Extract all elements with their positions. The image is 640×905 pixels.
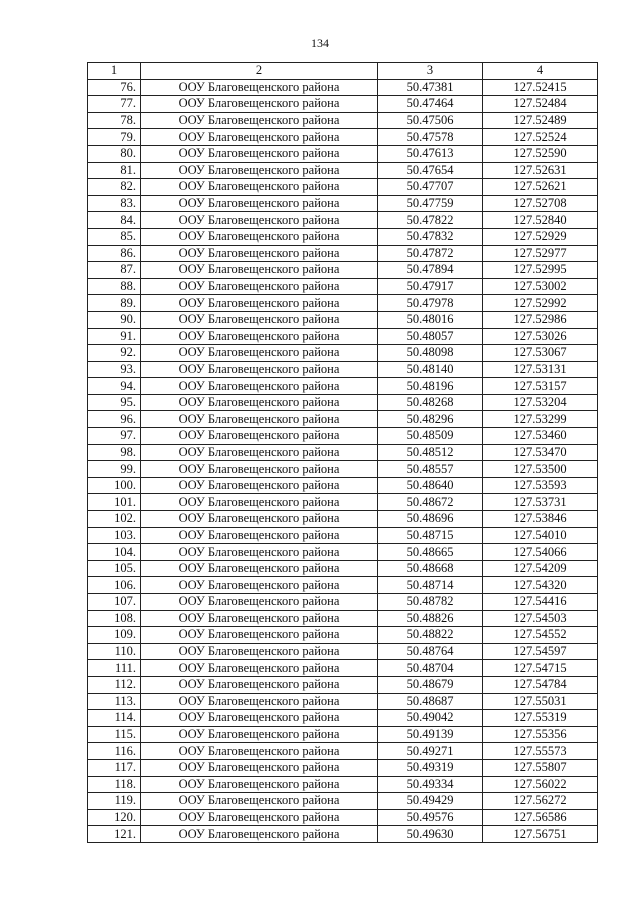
table-row [88, 411, 598, 428]
row-organization: ООУ Благовещенского района [141, 477, 378, 494]
table-row [88, 577, 598, 594]
row-organization: ООУ Благовещенского района [141, 577, 378, 594]
row-latitude: 50.47654 [378, 162, 483, 179]
row-latitude: 50.49319 [378, 759, 483, 776]
row-latitude: 50.48098 [378, 345, 483, 362]
row-longitude: 127.53067 [483, 345, 598, 362]
header-col-4: 4 [483, 63, 598, 80]
table-row [88, 278, 598, 295]
row-longitude: 127.53731 [483, 494, 598, 511]
row-number: 110. [88, 643, 141, 660]
table-row [88, 328, 598, 345]
row-organization: ООУ Благовещенского района [141, 162, 378, 179]
row-latitude: 50.48822 [378, 627, 483, 644]
table-row [88, 311, 598, 328]
row-organization: ООУ Благовещенского района [141, 660, 378, 677]
row-number: 76. [88, 79, 141, 96]
row-longitude: 127.53460 [483, 428, 598, 445]
row-number: 118. [88, 776, 141, 793]
row-organization: ООУ Благовещенского района [141, 444, 378, 461]
row-number: 78. [88, 112, 141, 129]
row-organization: ООУ Благовещенского района [141, 527, 378, 544]
row-number: 100. [88, 477, 141, 494]
table-row [88, 693, 598, 710]
row-longitude: 127.52840 [483, 212, 598, 229]
table-row [88, 361, 598, 378]
row-longitude: 127.53500 [483, 461, 598, 478]
row-organization: ООУ Благовещенского района [141, 394, 378, 411]
row-longitude: 127.54209 [483, 560, 598, 577]
row-organization: ООУ Благовещенского района [141, 494, 378, 511]
row-longitude: 127.52992 [483, 295, 598, 312]
row-number: 85. [88, 228, 141, 245]
row-longitude: 127.52631 [483, 162, 598, 179]
row-latitude: 50.49042 [378, 710, 483, 727]
row-number: 114. [88, 710, 141, 727]
row-longitude: 127.55031 [483, 693, 598, 710]
row-longitude: 127.54320 [483, 577, 598, 594]
row-latitude: 50.49576 [378, 809, 483, 826]
row-number: 101. [88, 494, 141, 511]
table-row [88, 394, 598, 411]
table-row [88, 162, 598, 179]
row-longitude: 127.53157 [483, 378, 598, 395]
table-row [88, 477, 598, 494]
row-latitude: 50.49271 [378, 743, 483, 760]
table-row [88, 461, 598, 478]
row-longitude: 127.56272 [483, 793, 598, 810]
row-organization: ООУ Благовещенского района [141, 759, 378, 776]
row-longitude: 127.54066 [483, 544, 598, 561]
row-latitude: 50.48509 [378, 428, 483, 445]
row-number: 90. [88, 311, 141, 328]
row-number: 113. [88, 693, 141, 710]
row-latitude: 50.47894 [378, 262, 483, 279]
header-col-1: 1 [88, 63, 141, 80]
row-number: 103. [88, 527, 141, 544]
table-row [88, 345, 598, 362]
table-row [88, 743, 598, 760]
row-latitude: 50.47832 [378, 228, 483, 245]
row-number: 77. [88, 96, 141, 113]
table-header-row [88, 63, 598, 80]
table-row [88, 660, 598, 677]
page-number: 134 [311, 36, 329, 50]
row-latitude: 50.48016 [378, 311, 483, 328]
row-longitude: 127.56022 [483, 776, 598, 793]
row-longitude: 127.52621 [483, 179, 598, 196]
row-number: 88. [88, 278, 141, 295]
row-longitude: 127.54715 [483, 660, 598, 677]
row-latitude: 50.48140 [378, 361, 483, 378]
row-longitude: 127.54503 [483, 610, 598, 627]
row-organization: ООУ Благовещенского района [141, 79, 378, 96]
row-latitude: 50.48512 [378, 444, 483, 461]
row-longitude: 127.56751 [483, 826, 598, 843]
row-organization: ООУ Благовещенского района [141, 212, 378, 229]
row-latitude: 50.47978 [378, 295, 483, 312]
row-number: 108. [88, 610, 141, 627]
row-latitude: 50.48665 [378, 544, 483, 561]
row-latitude: 50.48715 [378, 527, 483, 544]
row-longitude: 127.54416 [483, 594, 598, 611]
row-longitude: 127.52986 [483, 311, 598, 328]
table-row [88, 112, 598, 129]
table-body [88, 79, 598, 842]
row-number: 82. [88, 179, 141, 196]
row-longitude: 127.52484 [483, 96, 598, 113]
row-latitude: 50.49139 [378, 726, 483, 743]
row-organization: ООУ Благовещенского района [141, 145, 378, 162]
row-longitude: 127.52590 [483, 145, 598, 162]
row-organization: ООУ Благовещенского района [141, 726, 378, 743]
row-latitude: 50.48296 [378, 411, 483, 428]
row-organization: ООУ Благовещенского района [141, 676, 378, 693]
row-longitude: 127.52524 [483, 129, 598, 146]
row-number: 111. [88, 660, 141, 677]
row-number: 86. [88, 245, 141, 262]
table-row [88, 809, 598, 826]
row-number: 84. [88, 212, 141, 229]
row-latitude: 50.48668 [378, 560, 483, 577]
row-organization: ООУ Благовещенского района [141, 643, 378, 660]
row-longitude: 127.53299 [483, 411, 598, 428]
row-longitude: 127.53470 [483, 444, 598, 461]
row-longitude: 127.56586 [483, 809, 598, 826]
table-row [88, 96, 598, 113]
row-organization: ООУ Благовещенского района [141, 378, 378, 395]
row-latitude: 50.47506 [378, 112, 483, 129]
table-row [88, 262, 598, 279]
row-longitude: 127.53593 [483, 477, 598, 494]
row-latitude: 50.48704 [378, 660, 483, 677]
table-row [88, 228, 598, 245]
row-organization: ООУ Благовещенского района [141, 776, 378, 793]
row-organization: ООУ Благовещенского района [141, 627, 378, 644]
row-organization: ООУ Благовещенского района [141, 743, 378, 760]
row-organization: ООУ Благовещенского района [141, 262, 378, 279]
row-longitude: 127.54784 [483, 676, 598, 693]
row-organization: ООУ Благовещенского района [141, 278, 378, 295]
row-organization: ООУ Благовещенского района [141, 295, 378, 312]
table-row [88, 610, 598, 627]
row-number: 89. [88, 295, 141, 312]
table-row [88, 826, 598, 843]
row-organization: ООУ Благовещенского района [141, 311, 378, 328]
row-longitude: 127.52489 [483, 112, 598, 129]
row-organization: ООУ Благовещенского района [141, 245, 378, 262]
row-number: 104. [88, 544, 141, 561]
row-organization: ООУ Благовещенского района [141, 560, 378, 577]
table-row [88, 544, 598, 561]
table-row [88, 511, 598, 528]
row-number: 79. [88, 129, 141, 146]
row-number: 98. [88, 444, 141, 461]
row-latitude: 50.48672 [378, 494, 483, 511]
row-number: 92. [88, 345, 141, 362]
table-row [88, 627, 598, 644]
row-longitude: 127.52929 [483, 228, 598, 245]
row-latitude: 50.48057 [378, 328, 483, 345]
row-latitude: 50.48714 [378, 577, 483, 594]
row-longitude: 127.55807 [483, 759, 598, 776]
row-latitude: 50.48268 [378, 394, 483, 411]
row-organization: ООУ Благовещенского района [141, 826, 378, 843]
row-organization: ООУ Благовещенского района [141, 96, 378, 113]
row-latitude: 50.49334 [378, 776, 483, 793]
table-row [88, 560, 598, 577]
header-col-3: 3 [378, 63, 483, 80]
row-number: 117. [88, 759, 141, 776]
row-latitude: 50.48696 [378, 511, 483, 528]
row-latitude: 50.48679 [378, 676, 483, 693]
table-row [88, 710, 598, 727]
row-latitude: 50.48764 [378, 643, 483, 660]
row-number: 95. [88, 394, 141, 411]
table-row [88, 212, 598, 229]
row-number: 91. [88, 328, 141, 345]
row-organization: ООУ Благовещенского района [141, 345, 378, 362]
row-latitude: 50.47822 [378, 212, 483, 229]
row-organization: ООУ Благовещенского района [141, 594, 378, 611]
table-row [88, 444, 598, 461]
row-latitude: 50.48826 [378, 610, 483, 627]
row-number: 102. [88, 511, 141, 528]
row-organization: ООУ Благовещенского района [141, 544, 378, 561]
row-organization: ООУ Благовещенского района [141, 793, 378, 810]
row-organization: ООУ Благовещенского района [141, 710, 378, 727]
row-organization: ООУ Благовещенского района [141, 411, 378, 428]
row-longitude: 127.52708 [483, 195, 598, 212]
table-row [88, 195, 598, 212]
table-row [88, 295, 598, 312]
row-longitude: 127.54010 [483, 527, 598, 544]
row-number: 99. [88, 461, 141, 478]
row-number: 80. [88, 145, 141, 162]
row-longitude: 127.55573 [483, 743, 598, 760]
row-longitude: 127.54597 [483, 643, 598, 660]
row-longitude: 127.52415 [483, 79, 598, 96]
table-row [88, 494, 598, 511]
row-organization: ООУ Благовещенского района [141, 809, 378, 826]
table-row [88, 428, 598, 445]
row-organization: ООУ Благовещенского района [141, 195, 378, 212]
row-number: 105. [88, 560, 141, 577]
table-row [88, 145, 598, 162]
row-latitude: 50.47917 [378, 278, 483, 295]
table-row [88, 378, 598, 395]
row-organization: ООУ Благовещенского района [141, 228, 378, 245]
row-number: 120. [88, 809, 141, 826]
row-longitude: 127.52977 [483, 245, 598, 262]
row-latitude: 50.47707 [378, 179, 483, 196]
row-latitude: 50.48687 [378, 693, 483, 710]
row-latitude: 50.49630 [378, 826, 483, 843]
row-organization: ООУ Благовещенского района [141, 129, 378, 146]
row-number: 119. [88, 793, 141, 810]
row-longitude: 127.53002 [483, 278, 598, 295]
row-number: 112. [88, 676, 141, 693]
row-number: 109. [88, 627, 141, 644]
row-number: 116. [88, 743, 141, 760]
row-latitude: 50.49429 [378, 793, 483, 810]
row-number: 106. [88, 577, 141, 594]
row-number: 93. [88, 361, 141, 378]
row-number: 115. [88, 726, 141, 743]
row-organization: ООУ Благовещенского района [141, 511, 378, 528]
table-row [88, 79, 598, 96]
row-organization: ООУ Благовещенского района [141, 693, 378, 710]
row-longitude: 127.53131 [483, 361, 598, 378]
row-organization: ООУ Благовещенского района [141, 179, 378, 196]
row-number: 97. [88, 428, 141, 445]
row-number: 107. [88, 594, 141, 611]
row-latitude: 50.47872 [378, 245, 483, 262]
row-number: 96. [88, 411, 141, 428]
row-latitude: 50.48557 [378, 461, 483, 478]
row-longitude: 127.53846 [483, 511, 598, 528]
row-longitude: 127.52995 [483, 262, 598, 279]
table-row [88, 179, 598, 196]
header-col-2: 2 [141, 63, 378, 80]
row-number: 83. [88, 195, 141, 212]
row-latitude: 50.47464 [378, 96, 483, 113]
row-latitude: 50.47578 [378, 129, 483, 146]
row-number: 121. [88, 826, 141, 843]
table-row [88, 527, 598, 544]
table-row [88, 245, 598, 262]
table-row [88, 594, 598, 611]
row-latitude: 50.48640 [378, 477, 483, 494]
row-longitude: 127.55319 [483, 710, 598, 727]
row-organization: ООУ Благовещенского района [141, 328, 378, 345]
row-number: 81. [88, 162, 141, 179]
row-organization: ООУ Благовещенского района [141, 428, 378, 445]
table-row [88, 676, 598, 693]
row-latitude: 50.47759 [378, 195, 483, 212]
row-latitude: 50.47381 [378, 79, 483, 96]
row-organization: ООУ Благовещенского района [141, 112, 378, 129]
row-organization: ООУ Благовещенского района [141, 361, 378, 378]
row-organization: ООУ Благовещенского района [141, 461, 378, 478]
table-row [88, 643, 598, 660]
row-longitude: 127.53204 [483, 394, 598, 411]
row-longitude: 127.55356 [483, 726, 598, 743]
table-row [88, 129, 598, 146]
coordinates-table [87, 62, 598, 843]
row-latitude: 50.48782 [378, 594, 483, 611]
row-latitude: 50.48196 [378, 378, 483, 395]
row-latitude: 50.47613 [378, 145, 483, 162]
row-organization: ООУ Благовещенского района [141, 610, 378, 627]
table-row [88, 726, 598, 743]
row-number: 94. [88, 378, 141, 395]
row-longitude: 127.54552 [483, 627, 598, 644]
row-number: 87. [88, 262, 141, 279]
table-row [88, 759, 598, 776]
table-row [88, 793, 598, 810]
table-row [88, 776, 598, 793]
row-longitude: 127.53026 [483, 328, 598, 345]
